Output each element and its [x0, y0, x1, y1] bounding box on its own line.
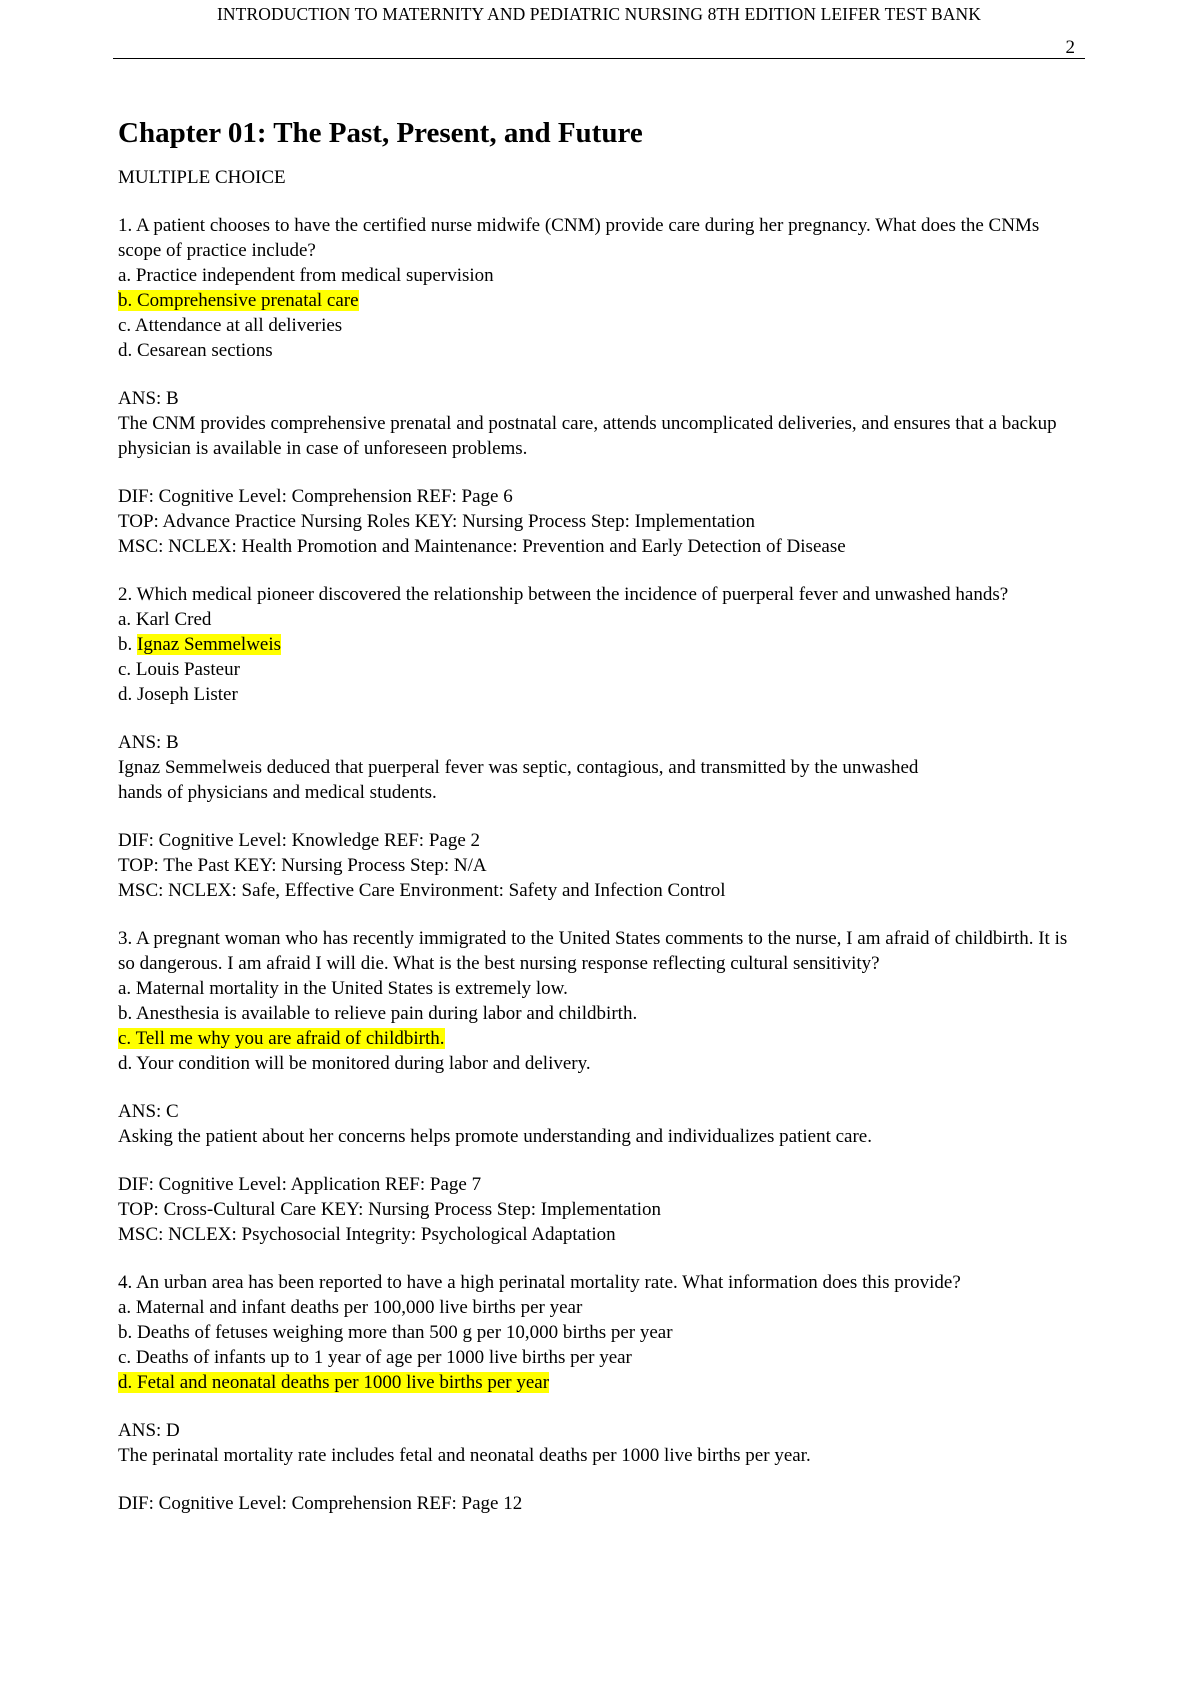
question-3 [118, 926, 1078, 1247]
option-c: c. Louis Pasteur [118, 659, 240, 680]
answer-key: ANS: C [118, 1101, 179, 1122]
rationale: The perinatal mortality rate includes fetal and neonatal deaths per 1000 live births per year. [118, 1445, 811, 1466]
option-d [118, 1370, 1078, 1395]
rationale: The CNM provides comprehensive prenatal and postnatal care, attends uncomplicated deliveries, and ensures that a backup physician is available in case of unforeseen problems. [118, 413, 1057, 459]
option-d: d. Cesarean sections [118, 340, 273, 361]
page-number: 2 [1065, 37, 1075, 58]
option-a: a. Maternal mortality in the United States is extremely low. [118, 978, 568, 999]
option-b [118, 632, 1078, 657]
option-b: b. Deaths of fetuses weighing more than 500 g per 10,000 births per year [118, 1322, 673, 1343]
section-label: MULTIPLE CHOICE [118, 167, 286, 188]
question-stem: 4. An urban area has been reported to have a high perinatal mortality rate. What information does this provide? [118, 1272, 961, 1293]
answer-key: ANS: B [118, 732, 179, 753]
rationale: Asking the patient about her concerns helps promote understanding and individualizes patient care. [118, 1126, 872, 1147]
option-c: c. Deaths of infants up to 1 year of age per 1000 live births per year [118, 1347, 632, 1368]
header-title: INTRODUCTION TO MATERNITY AND PEDIATRIC NURSING 8TH EDITION LEIFER TEST BANK [217, 4, 981, 24]
question-stem: 1. A patient chooses to have the certified nurse midwife (CNM) provide care during her pregnancy. What does the CNMs scope of practice include? [118, 215, 1040, 261]
topic-line: TOP: Cross-Cultural Care KEY: Nursing Process Step: Implementation [118, 1199, 662, 1220]
option-a: a. Karl Cred [118, 609, 212, 630]
option-c: c. Attendance at all deliveries [118, 315, 343, 336]
option-a: a. Maternal and infant deaths per 100,000 live births per year [118, 1297, 583, 1318]
correct-answer-highlight: d. Fetal and neonatal deaths per 1000 live births per year [118, 1372, 550, 1393]
rationale: Ignaz Semmelweis deduced that puerperal fever was septic, contagious, and transmitted by the unwashed hands of physicians and medical students. [118, 757, 919, 803]
question-stem: 3. A pregnant woman who has recently immigrated to the United States comments to the nurse, I am afraid of childbirth. It is so dangerous. I am afraid I will die. What is the best nursing response reflecting cultural sensitivity? [118, 928, 1068, 974]
answer-key: ANS: B [118, 388, 179, 409]
question-metadata [118, 1172, 1078, 1247]
difficulty-line: DIF: Cognitive Level: Knowledge REF: Page 2 [118, 830, 481, 851]
msc-line: MSC: NCLEX: Psychosocial Integrity: Psychological Adaptation [118, 1224, 616, 1245]
answer-block [118, 1418, 1078, 1468]
topic-line: TOP: The Past KEY: Nursing Process Step: N/A [118, 855, 487, 876]
difficulty-line: DIF: Cognitive Level: Application REF: Page 7 [118, 1174, 482, 1195]
option-b [118, 288, 1078, 313]
answer-block [118, 386, 1078, 461]
question-2-body [118, 582, 1078, 707]
option-b-prefix: b. [118, 634, 137, 655]
msc-line: MSC: NCLEX: Safe, Effective Care Environment: Safety and Infection Control [118, 880, 726, 901]
answer-key: ANS: D [118, 1420, 180, 1441]
correct-answer-highlight: c. Tell me why you are afraid of childbirth. [118, 1028, 445, 1049]
question-metadata [118, 484, 1078, 559]
page-header [113, 4, 1085, 59]
question-4-body [118, 1270, 1078, 1395]
question-metadata [118, 828, 1078, 903]
difficulty-line: DIF: Cognitive Level: Comprehension REF: Page 6 [118, 486, 513, 507]
option-a: a. Practice independent from medical supervision [118, 265, 494, 286]
option-b: b. Anesthesia is available to relieve pain during labor and childbirth. [118, 1003, 638, 1024]
question-3-body [118, 926, 1078, 1076]
question-2 [118, 582, 1078, 903]
difficulty-line: DIF: Cognitive Level: Comprehension REF: Page 12 [118, 1493, 523, 1514]
question-4 [118, 1270, 1078, 1516]
topic-line: TOP: Advance Practice Nursing Roles KEY: Nursing Process Step: Implementation [118, 511, 755, 532]
option-d: d. Joseph Lister [118, 684, 238, 705]
answer-block [118, 1099, 1078, 1149]
question-stem: 2. Which medical pioneer discovered the relationship between the incidence of puerperal fever and unwashed hands? [118, 584, 1009, 605]
question-1 [118, 213, 1078, 559]
question-metadata [118, 1491, 1078, 1516]
page-content [118, 110, 1078, 1539]
chapter-title: Chapter 01: The Past, Present, and Future [118, 117, 643, 149]
answer-block [118, 730, 1078, 805]
option-c [118, 1026, 1078, 1051]
correct-answer-highlight: Ignaz Semmelweis [137, 634, 282, 655]
question-1-body [118, 213, 1078, 363]
option-d: d. Your condition will be monitored during labor and delivery. [118, 1053, 591, 1074]
correct-answer-highlight: b. Comprehensive prenatal care [118, 290, 359, 311]
msc-line: MSC: NCLEX: Health Promotion and Maintenance: Prevention and Early Detection of Disease [118, 536, 846, 557]
